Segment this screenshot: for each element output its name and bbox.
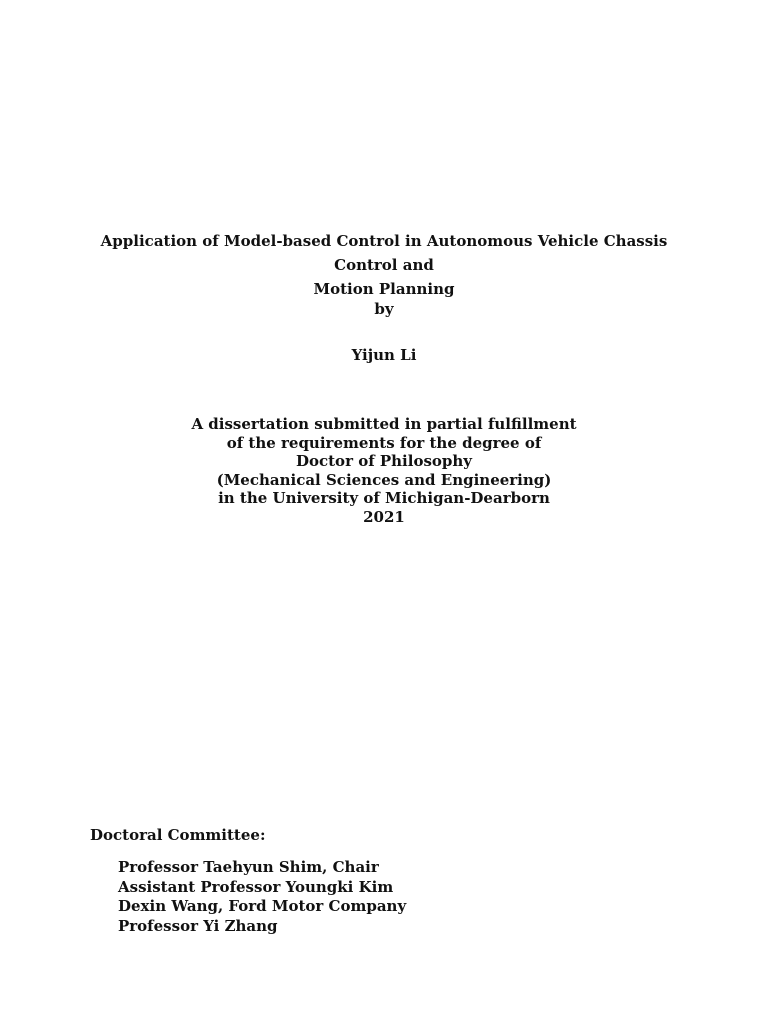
title-line-2: Motion Planning <box>313 280 455 298</box>
title-line-1: Application of Model-based Control in Autonomous Vehicle Chassis Control and <box>100 232 668 274</box>
dissertation-title <box>0 229 768 301</box>
institution-name: in the University of Michigan-Dearborn <box>218 489 550 507</box>
statement-line-1: A dissertation submitted in partial fulfillment <box>191 415 577 433</box>
degree-name: Doctor of Philosophy <box>295 452 473 470</box>
program-name: (Mechanical Sciences and Engineering) <box>216 470 552 489</box>
author-name: Yijun Li <box>351 346 417 364</box>
committee-member: Professor Yi Zhang <box>118 916 278 935</box>
committee-member: Assistant Professor Youngki Kim <box>118 877 394 896</box>
committee-list <box>118 858 406 936</box>
committee-heading: Doctoral Committee: <box>90 826 266 844</box>
submission-statement <box>0 415 768 526</box>
submission-year: 2021 <box>363 507 405 526</box>
by-label: by <box>374 300 394 318</box>
committee-member: Professor Taehyun Shim, Chair <box>118 858 379 876</box>
committee-member: Dexin Wang, Ford Motor Company <box>118 897 407 915</box>
statement-line-2: of the requirements for the degree of <box>226 433 542 452</box>
